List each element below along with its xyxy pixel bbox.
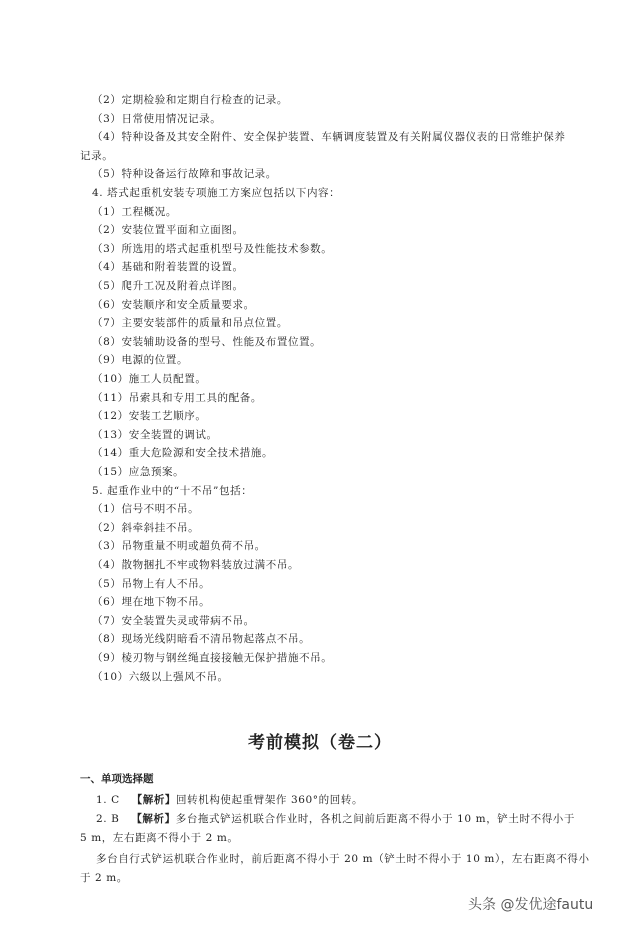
analysis-tag: 【解析】: [131, 794, 177, 806]
text-line: 多台自行式铲运机联合作业时，前后距离不得小于 20 m（铲土时不得小于 10 m），左右距离不得小: [96, 853, 590, 865]
text-line: 5 m，左右距离不得小于 2 m。: [80, 832, 239, 844]
text-line: 4. 塔式起重机安装专项施工方案应包括以下内容：: [92, 187, 341, 199]
watermark: 头条 @发优途fautu: [468, 897, 594, 913]
text-line: （7）主要安装部件的质量和吊点位置。: [92, 317, 288, 330]
text-line: （12）安装工艺顺序。: [92, 410, 207, 423]
answer-text: 回转机构使起重臂架作 360°的回转。: [176, 794, 364, 806]
answer-item: [80, 810, 588, 829]
text-line: （6）安装顺序和安全质量要求。: [92, 298, 255, 311]
text-line: （4）基础和附着装置的设置。: [92, 261, 244, 274]
text-line: （3）所选用的塔式起重机型号及性能技术参数。: [92, 242, 333, 255]
text-line: （8）安装辅助设备的型号、性能及布置位置。: [92, 335, 322, 348]
analysis-tag: 【解析】: [131, 813, 176, 825]
text-line: （11）吊索具和专用工具的配备。: [92, 391, 262, 404]
text-line: （15）应急预案。: [92, 466, 185, 478]
text-line: （8）现场光线阴暗看不清吊物起落点不吊。: [92, 633, 311, 646]
text-line: （9）棱刃物与钢丝绳直接接触无保护措施不吊。: [92, 652, 333, 664]
text-line: （10）施工人员配置。: [92, 373, 207, 385]
section-heading: 一、单项选择题: [80, 773, 154, 785]
answer-number: 1. C: [96, 794, 120, 806]
text-line: （9）电源的位置。: [92, 354, 189, 367]
text-line: （3）日常使用情况记录。: [92, 112, 222, 125]
text-line: （7）安全装置失灵或带病不吊。: [92, 614, 255, 627]
text-line: （5）特种设备运行故障和事故记录。: [92, 168, 277, 181]
text-line: 记录。: [80, 149, 114, 162]
text-line: （2）斜牵斜挂不吊。: [92, 521, 200, 534]
text-line: （10）六级以上强风不吊。: [92, 670, 229, 683]
text-line: 5. 起重作业中的“十不吊”包括：: [92, 484, 253, 497]
answer-item: [80, 791, 588, 810]
text-line: （5）吊物上有人不吊。: [92, 577, 211, 590]
text-line: （1）信号不明不吊。: [92, 503, 200, 516]
text-line: 于 2 m。: [80, 872, 128, 884]
answer-number: 2. B: [96, 813, 120, 825]
page-title: 考前模拟（卷二）: [248, 733, 392, 753]
text-line: （4）特种设备及其安全附件、安全保护装置、车辆调度装置及有关附属仪器仪表的日常维护保养: [92, 131, 566, 144]
answer-text: 多台拖式铲运机联合作业时，各机之间前后距离不得小于 10 m，铲土时不得小于: [175, 813, 576, 825]
text-line: （2）安装位置平面和立面图。: [92, 224, 244, 237]
text-line: （1）工程概况。: [92, 205, 177, 218]
text-line: （14）重大危险源和安全技术措施。: [92, 447, 274, 460]
text-line: （6）埋在地下物不吊。: [92, 596, 211, 609]
text-line: （5）爬升工况及附着点详图。: [92, 280, 244, 292]
text-line: （2）定期检验和定期自行检查的记录。: [92, 94, 288, 106]
text-line: （4）散物捆扎不牢或物料装放过满不吊。: [92, 559, 300, 571]
text-line: （13）安全装置的调试。: [92, 428, 218, 441]
text-line: （3）吊物重量不明或超负荷不吊。: [92, 540, 266, 553]
